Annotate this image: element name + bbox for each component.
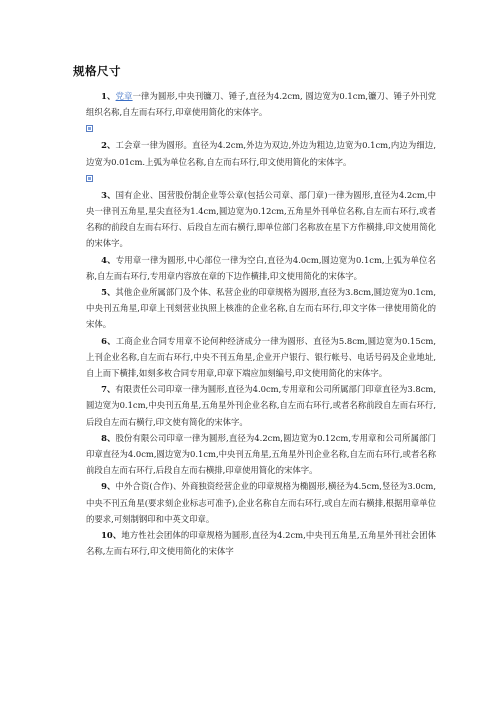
- list-item: [86, 478, 436, 527]
- item-text: 中外合资(合作)、外商独资经营企业的印章规格为椭圆形,横径为4.5cm,竖径为3.0cm,中央不刊五角星(要求刻企业标志可准予),企业名称自左而右环行,或自左而右横排,根据用章单位的要求,可刻制钢印和中英文印章。: [86, 481, 437, 524]
- document-body: [86, 88, 436, 559]
- list-item: [86, 381, 436, 430]
- item-number: 10、: [101, 530, 122, 541]
- item-number: 3、: [101, 189, 116, 200]
- list-item: [86, 527, 436, 559]
- item-text: 其他企业所属部门及个体、私营企业的印章规格为圆形,直径为3.8cm,圆边宽为0.1cm,中央刊五角星,印章上刊刻营业执照上核准的企业名称,自左而右环行,印文字体一律使用简化的宋体。: [86, 287, 437, 330]
- party-link[interactable]: 党章: [115, 91, 133, 101]
- item-text: 工会章一律为圆形。直径为4.2cm,外边为双边,外边为粗边,边宽为0.1cm,内边为细边,边宽为0.01cm.上弧为单位名称,自左而右环行,印文使用简化的宋体字。: [86, 140, 436, 167]
- item-text: 股份有限公司印章一律为圆形,直径为4.2cm,圆边宽为0.12cm,专用章和公司所属部门印章直径为4.0cm,圆边宽为0.1cm,中央刊五角星,五角星外刊企业名称,自左而右环行,或者名称前段自左而右环行,后段自左而右横排,印章使用简化的宋体字。: [86, 432, 436, 476]
- item-number: 5、: [101, 287, 116, 298]
- list-item: [86, 187, 436, 252]
- broken-image-icon: [86, 120, 436, 137]
- item-number: 2、: [101, 140, 116, 151]
- list-item: [86, 88, 436, 120]
- item-text: 国有企业、国营股份制企业等公章(包括公司章、部门章)一律为圆形,直径为4.2cm,中央一律刊五角星,星尖直径为1.4cm,圆边宽为0.12cm,五角星外刊单位名称,自左而右环行,或者名称的前段自左而右环行、后段自左而右横行,即单位部门名称放在星下方作横排,印文使用简化的宋体字。: [86, 189, 436, 249]
- item-text: 有限责任公司印章一律为圆形,直径为4.0cm,专用章和公司所属部门印章直径为3.8cm,圆边宽为0.1cm,中央刊五角星,五角星外刊企业名称,自左而右环行,或者名称前段自左而右环行,后段自左而右横行,印文使有简化的宋体字。: [86, 384, 437, 427]
- item-text: 专用章一律为圆形,中心部位一律为空白,直径为4.0cm,圆边宽为0.1cm,上弧为单位名称,自左而右环行,专用章内容放在章的下边作横排,印文使用简化的宋体字。: [86, 254, 436, 281]
- list-item: [86, 430, 436, 479]
- item-number: 9、: [101, 481, 116, 492]
- item-number: 4、: [101, 254, 116, 265]
- item-number: 6、: [101, 335, 116, 346]
- item-text: 工商企业合同专用章不论何种经济成分一律为圆形、直径为5.8cm,圆边宽为0.15cm,上刊企业名称,自左而右环行,中央不刊五角星,企业开户银行、银行帐号、电话号码及企业地址,自上而下横排,如刻多枚合同专用章,印章下端应加刻编号,印文使用简化的宋体字。: [86, 335, 436, 379]
- list-item: [86, 333, 436, 382]
- item-number: 8、: [101, 432, 116, 443]
- list-item: [86, 284, 436, 333]
- item-number: 7、: [101, 384, 116, 395]
- item-number: 1、: [101, 91, 116, 101]
- list-item: [86, 252, 436, 284]
- document-title: 规格尺寸: [73, 64, 121, 78]
- list-item: [86, 137, 436, 169]
- broken-image-icon: [86, 170, 436, 187]
- item-text: 地方性社会团体的印章规格为圆形,直径为4.2cm,中央刊五角星,五角星外刊社会团体名称,左而右环行,印文使用简化的宋体字: [86, 530, 437, 557]
- item-text: 一律为圆形,中央刊镰刀、锤子,直径为4.2cm, 圆边宽为0.1cm,镰刀、锤子外刊党组织名称,自左而右环行,印章使用简化的宋体字。: [86, 91, 437, 118]
